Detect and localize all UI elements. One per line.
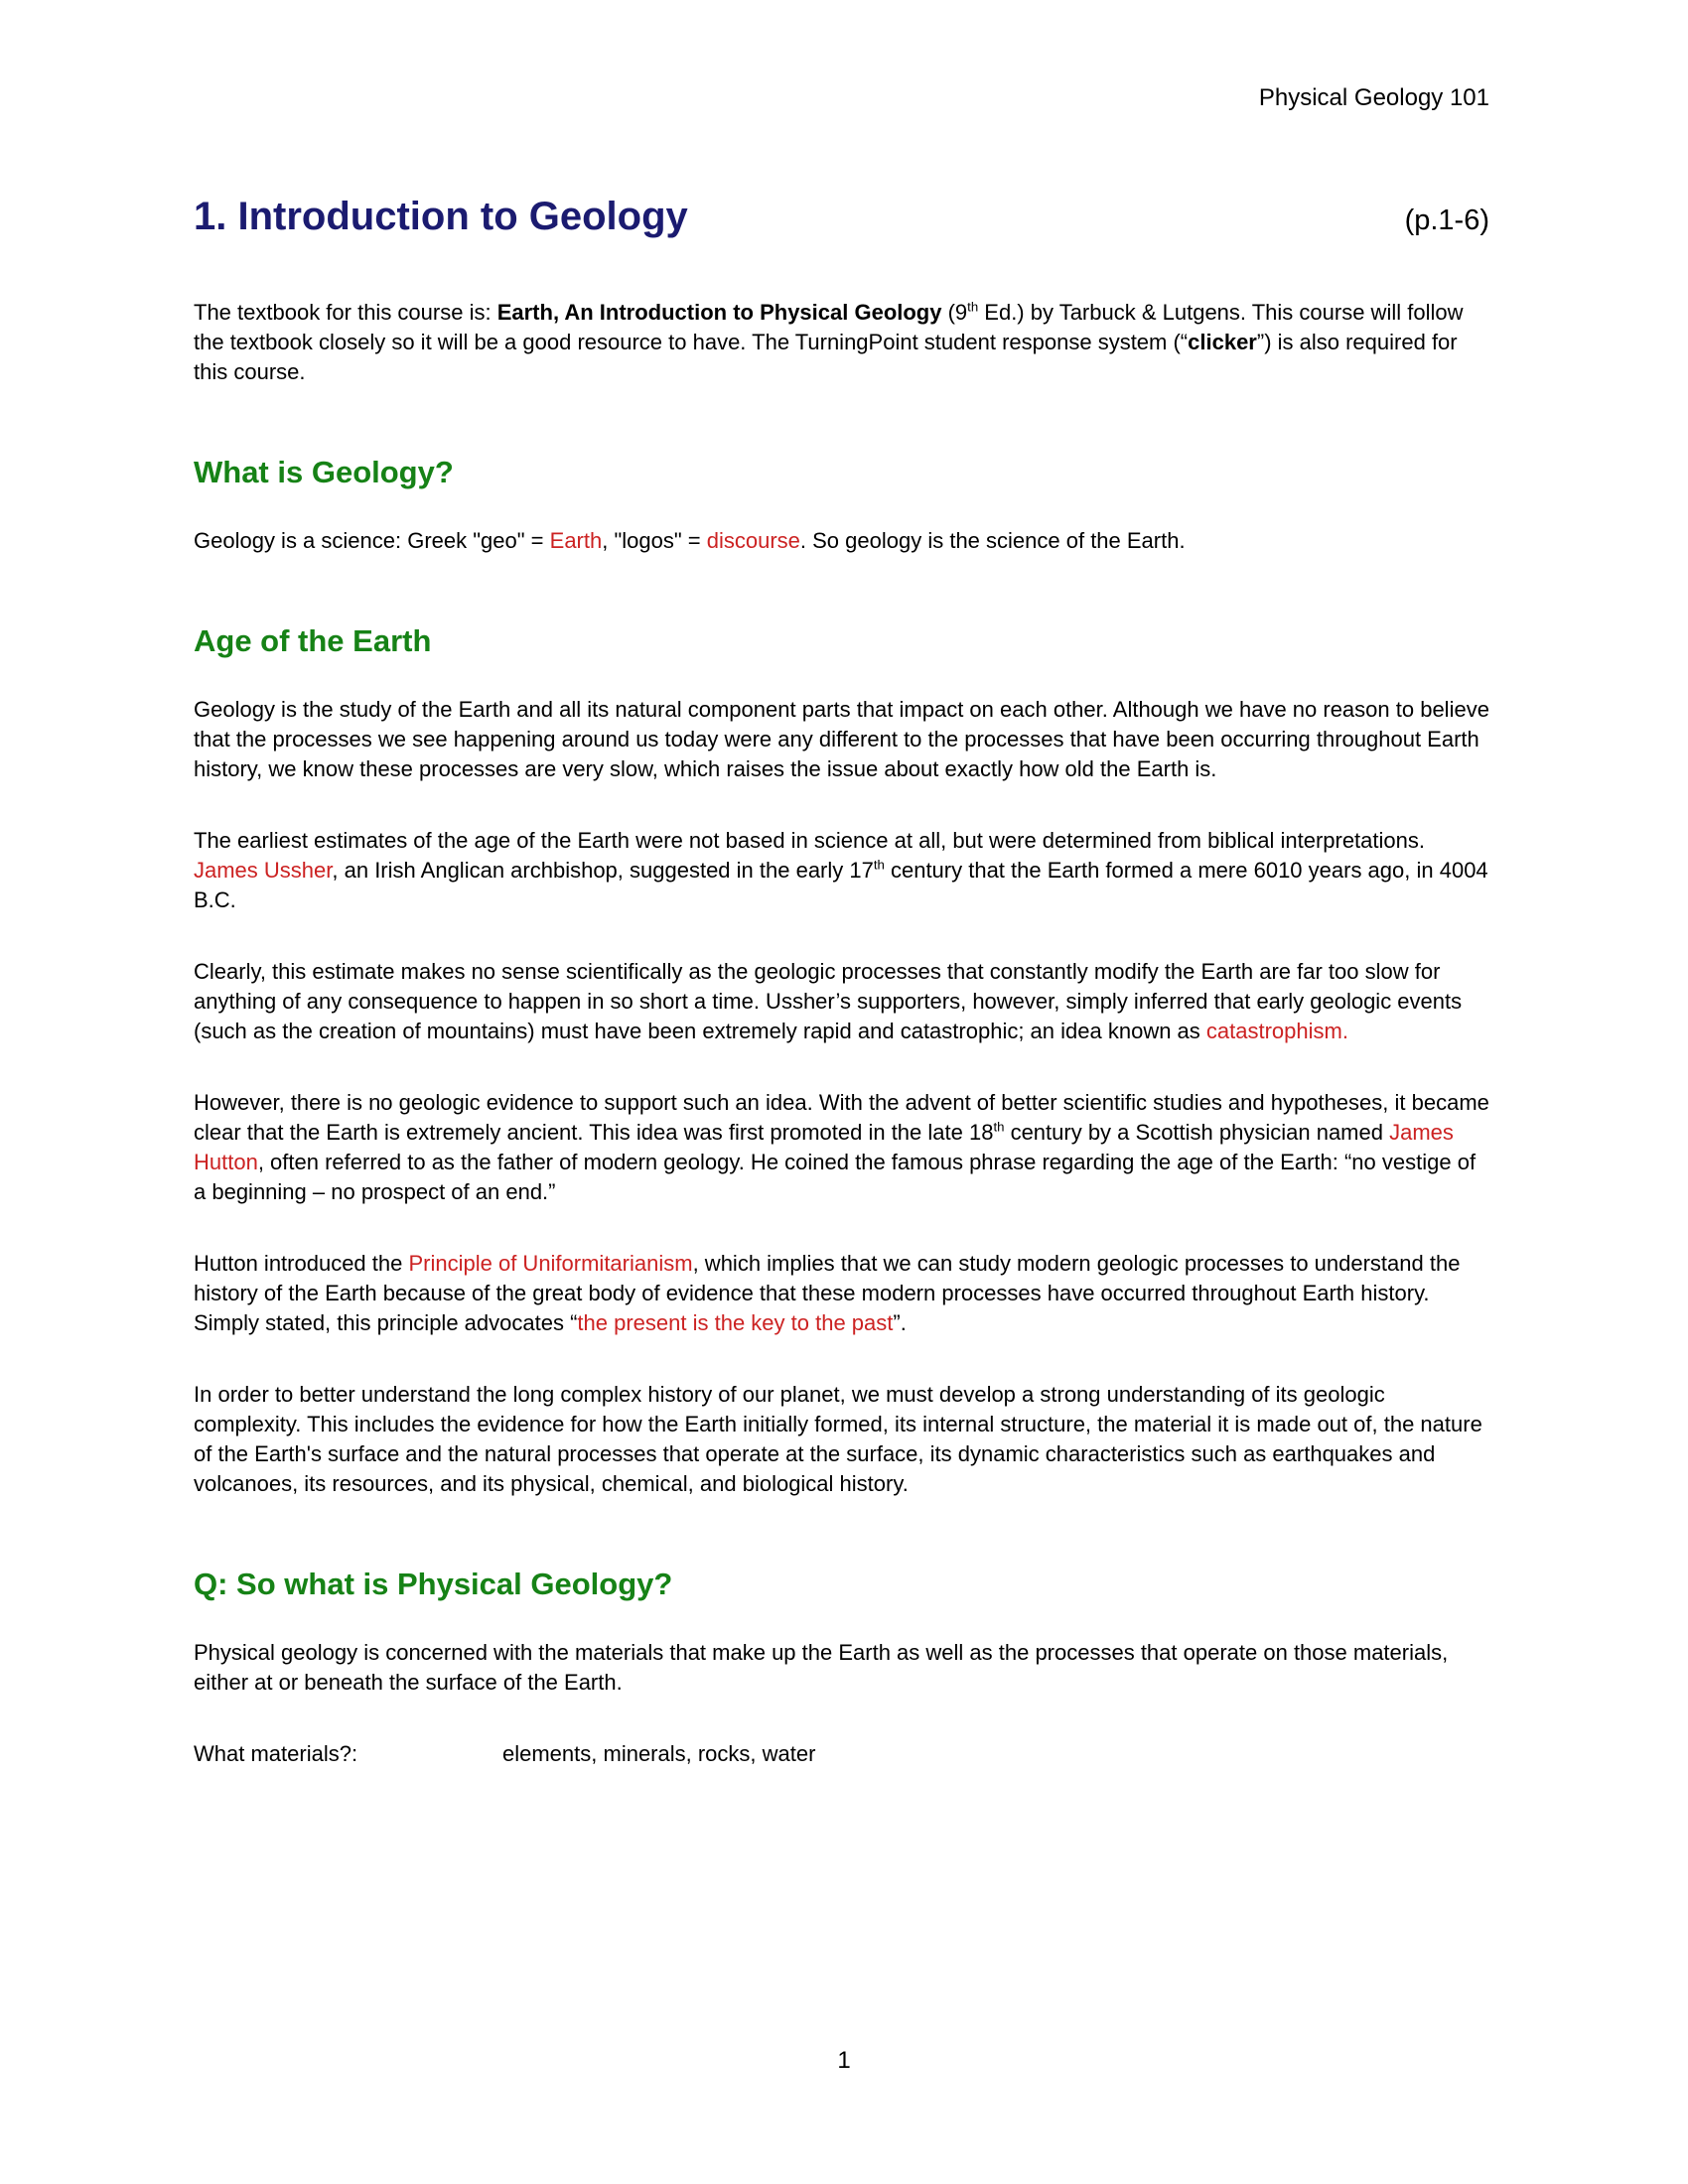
paragraph <box>194 1380 1489 1499</box>
paragraph <box>194 298 1489 387</box>
text-run: Geology is the study of the Earth and all its natural component parts that impact on each other. Although we have no reason to believe that the processes we see happening around us today were any different to the processes that have been occurring throughout Earth history, we know these processes are very slow, which raises the issue about exactly how old the Earth is. <box>194 697 1489 781</box>
text-run: Age of the Earth <box>194 623 432 658</box>
red-term: Earth <box>549 528 603 553</box>
text-run: Geology is a science: Greek "geo" = <box>194 528 550 553</box>
red-term: Principle of Uniformitarianism <box>408 1251 693 1276</box>
page-number: 1 <box>837 2047 851 2074</box>
section-heading <box>194 455 1489 490</box>
text-run: century that the Earth formed a mere 6010 years ago, in 4004 B.C. <box>194 858 1488 912</box>
page-range-reference: (p.1-6) <box>1404 205 1489 236</box>
page-title: 1. Introduction to Geology <box>194 195 688 238</box>
text-run: Clearly, this estimate makes no sense scientifically as the geologic processes that constantly modify the Earth are far too slow for anything of any consequence to happen in so short a time. Ussher’s supporters, however, simply inferred that early geologic events (such as the creation of mountains) must have been extremely rapid and catastrophic; an idea known as <box>194 959 1463 1043</box>
text-run: ”. <box>893 1310 907 1335</box>
text-run: , which implies that we can study modern geologic processes to understand the history of the Earth because of the great body of evidence that these modern processes have occurred throughout Earth history. Simply stated, this principle advocates “ <box>194 1251 1461 1335</box>
text-run: (9 <box>941 300 968 325</box>
tab-value: elements, minerals, rocks, water <box>502 1741 816 1766</box>
course-header: Physical Geology 101 <box>1258 84 1489 111</box>
text-run: The textbook for this course is: <box>194 300 497 325</box>
section-heading <box>194 1567 1489 1602</box>
tabbed-line <box>194 1739 1489 1769</box>
text-run: ”) is also required for this course. <box>194 330 1458 384</box>
text-run: The earliest estimates of the age of the Earth were not based in science at all, but were determined from biblical interpretations. <box>194 828 1425 853</box>
red-term: James Ussher <box>194 858 333 883</box>
text-run: Q: So what is Physical Geology? <box>194 1567 673 1601</box>
superscript: th <box>967 299 979 315</box>
bold-text: clicker <box>1188 330 1257 354</box>
text-run: Hutton introduced the <box>194 1251 409 1276</box>
text-run: , an Irish Anglican archbishop, suggested in the early 17 <box>332 858 874 883</box>
paragraph <box>194 826 1489 915</box>
section-heading <box>194 623 1489 659</box>
paragraph <box>194 695 1489 784</box>
text-run: century by a Scottish physician named <box>1004 1120 1390 1145</box>
text-run: However, there is no geologic evidence to support such an idea. With the advent of better scientific studies and hypotheses, it became clear that the Earth is extremely ancient. This idea was first promoted in the late 18 <box>194 1090 1489 1145</box>
text-run: , often referred to as the father of modern geology. He coined the famous phrase regarding the age of the Earth: “no vestige of a beginning – no prospect of an end.” <box>194 1150 1477 1204</box>
paragraph <box>194 1249 1489 1338</box>
superscript: th <box>873 857 885 873</box>
paragraph <box>194 1088 1489 1207</box>
text-run: , "logos" = <box>602 528 707 553</box>
title-row <box>194 195 1489 238</box>
text-run: Physical geology is concerned with the materials that make up the Earth as well as the processes that operate on those materials, either at or beneath the surface of the Earth. <box>194 1640 1449 1695</box>
text-run: In order to better understand the long complex history of our planet, we must develop a strong understanding of its geologic complexity. This includes the evidence for how the Earth initially formed, its internal structure, the material it is made out of, the nature of the Earth's surface and the natural processes that operate at the surface, its dynamic characteristics such as earthquakes and volcanoes, its resources, and its physical, chemical, and biological history. <box>194 1382 1482 1496</box>
bold-text: Earth, An Introduction to Physical Geology <box>496 300 942 325</box>
document-body <box>194 298 1489 1769</box>
red-term: discourse <box>706 528 800 553</box>
red-term: catastrophism. <box>1205 1019 1348 1043</box>
red-term: the present is the key to the past <box>577 1310 894 1335</box>
paragraph <box>194 1638 1489 1698</box>
paragraph <box>194 957 1489 1046</box>
text-run: What is Geology? <box>194 455 454 489</box>
tab-label: What materials?: <box>194 1741 358 1766</box>
red-term: James Hutton <box>194 1120 1454 1174</box>
text-run: . So geology is the science of the Earth. <box>799 528 1186 553</box>
paragraph <box>194 526 1489 556</box>
superscript: th <box>993 1119 1005 1135</box>
text-run: Ed.) by Tarbuck & Lutgens. This course will follow the textbook closely so it will be a good resource to have. The TurningPoint student response system (“ <box>194 300 1464 354</box>
